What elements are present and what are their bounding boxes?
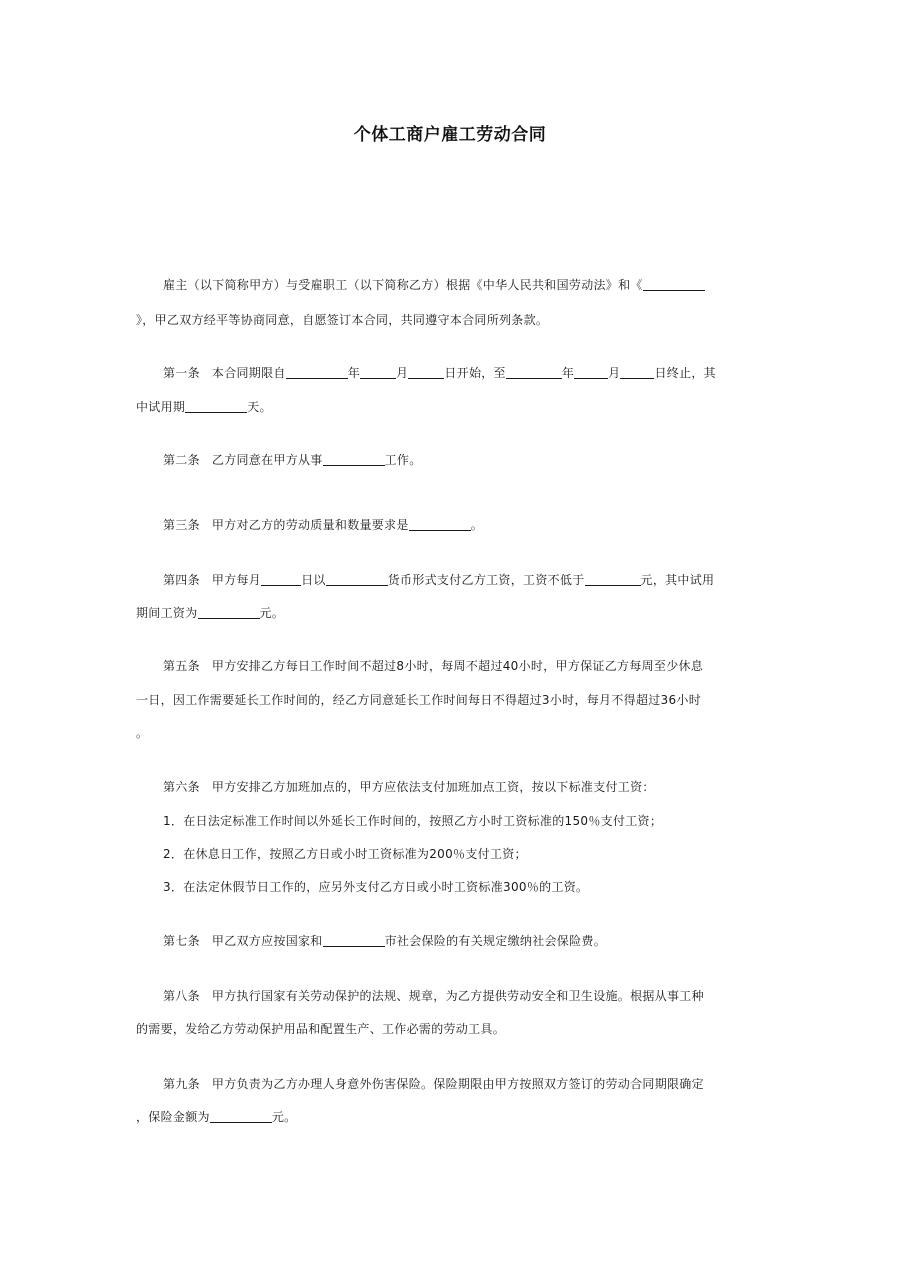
article-6-line-1 <box>163 778 766 796</box>
article-6-item-2 <box>163 845 766 863</box>
article-9-line-2 <box>136 1108 766 1126</box>
month-label: 月 <box>396 366 409 380</box>
quality-requirement-blank[interactable] <box>409 518 471 531</box>
article-7 <box>163 932 766 950</box>
end-label: 日终止，其 <box>654 366 716 380</box>
intro-text-2: 》，甲乙双方经平等协商同意，自愿签订本合同，共同遵守本合同所列条款。 <box>136 313 549 327</box>
article-8-line-2 <box>136 1020 766 1038</box>
article-1-line-2 <box>136 398 766 416</box>
intro-line-1 <box>163 276 766 294</box>
article-9-line-1 <box>163 1075 766 1093</box>
article-9-text-1: 甲方负责为乙方办理人身意外伤害保险。保险期限由甲方按照双方签订的劳动合同期限确定 <box>211 1077 704 1091</box>
article-4-line-2 <box>136 604 766 622</box>
article-7-text-2: 市社会保险的有关规定缴纳社会保险费。 <box>384 934 607 948</box>
insurance-amount-label: ，保险金额为 <box>136 1110 210 1124</box>
article-1-label: 第一条 <box>163 366 200 380</box>
law-name-blank[interactable] <box>643 278 705 291</box>
year-label: 年 <box>347 366 361 380</box>
yuan-label: 元。 <box>271 1110 297 1124</box>
article-5-line-2 <box>136 691 766 709</box>
article-5-text-1: 甲方安排乙方每日工作时间不超过8小时，每周不超过40小时，甲方保证乙方每周至少休息 <box>211 659 704 673</box>
end-year-blank[interactable] <box>506 366 562 379</box>
wage-text: 货币形式支付乙方工资，工资不低于 <box>387 573 585 587</box>
probation-wage-blank[interactable] <box>198 606 260 619</box>
document-title: 个体工商户雇工劳动合同 <box>353 125 547 145</box>
article-5-label: 第五条 <box>163 659 200 673</box>
list-item: 3．在法定休假节日工作的，应另外支付乙方日或小时工资标准300％的工资。 <box>163 880 589 894</box>
intro-text-1: 雇主（以下简称甲方）与受雇职工（以下简称乙方）根据《中华人民共和国劳动法》和《 <box>163 278 643 292</box>
article-4-text: 甲方每月 <box>211 573 262 587</box>
end-day-blank[interactable] <box>620 366 654 379</box>
list-item: 2．在休息日工作，按照乙方日或小时工资标准为200％支付工资； <box>163 847 527 861</box>
work-label: 工作。 <box>384 453 422 467</box>
city-blank[interactable] <box>323 934 385 947</box>
day-label: 日以 <box>301 573 326 587</box>
start-day-blank[interactable] <box>408 366 444 379</box>
start-month-blank[interactable] <box>360 366 396 379</box>
article-6-item-1 <box>163 812 766 830</box>
article-6-text: 甲方安排乙方加班加点的，甲方应依法支付加班加点工资，按以下标准支付工资： <box>211 780 655 794</box>
month-label: 月 <box>608 366 621 380</box>
days-label: 天。 <box>247 400 272 414</box>
start-year-blank[interactable] <box>286 366 348 379</box>
article-3-label: 第三条 <box>163 518 200 532</box>
article-5-text-3: 。 <box>136 726 149 740</box>
period: 。 <box>470 518 484 532</box>
article-1-line-1 <box>163 364 766 382</box>
intro-line-2 <box>136 311 766 329</box>
article-4-line-1 <box>163 571 766 589</box>
end-month-blank[interactable] <box>574 366 608 379</box>
article-3 <box>163 516 766 534</box>
year-label: 年 <box>561 366 575 380</box>
article-5-text-2: 一日，因工作需要延长工作时间的，经乙方同意延长工作时间每日不得超过3小时，每月不得超过36小时 <box>136 693 702 707</box>
probation-days-blank[interactable] <box>185 400 247 413</box>
article-5-line-1 <box>163 657 766 675</box>
insurance-amount-blank[interactable] <box>210 1110 272 1123</box>
currency-blank[interactable] <box>326 573 388 586</box>
article-6-item-3 <box>163 878 766 896</box>
job-type-blank[interactable] <box>323 453 385 466</box>
yuan-label: 元，其中试用 <box>640 573 715 587</box>
article-8-text-1: 甲方执行国家有关劳动保护的法规、规章，为乙方提供劳动安全和卫生设施。根据从事工种 <box>211 989 704 1003</box>
article-8-line-1 <box>163 987 766 1005</box>
probation-wage-label: 期间工资为 <box>136 606 198 620</box>
pay-day-blank[interactable] <box>261 573 301 586</box>
min-wage-blank[interactable] <box>585 573 641 586</box>
article-8-label: 第八条 <box>163 989 200 1003</box>
article-2-text: 乙方同意在甲方从事 <box>211 453 323 467</box>
start-label: 日开始，至 <box>444 366 506 380</box>
article-8-text-2: 的需要，发给乙方劳动保护用品和配置生产、工作必需的劳动工具。 <box>136 1022 506 1036</box>
list-item: 1．在日法定标准工作时间以外延长工作时间的，按照乙方小时工资标准的150％支付工资； <box>163 814 663 828</box>
article-4-label: 第四条 <box>163 573 200 587</box>
article-3-text: 甲方对乙方的劳动质量和数量要求是 <box>211 518 409 532</box>
article-1-text: 本合同期限自 <box>211 366 286 380</box>
article-2 <box>163 451 766 469</box>
article-9-label: 第九条 <box>163 1077 200 1091</box>
article-7-label: 第七条 <box>163 934 200 948</box>
probation-label: 中试用期 <box>136 400 186 414</box>
article-2-label: 第二条 <box>163 453 200 467</box>
article-7-text: 甲乙双方应按国家和 <box>211 934 323 948</box>
article-6-label: 第六条 <box>163 780 200 794</box>
article-5-line-3 <box>136 724 766 742</box>
yuan-label: 元。 <box>259 606 285 620</box>
